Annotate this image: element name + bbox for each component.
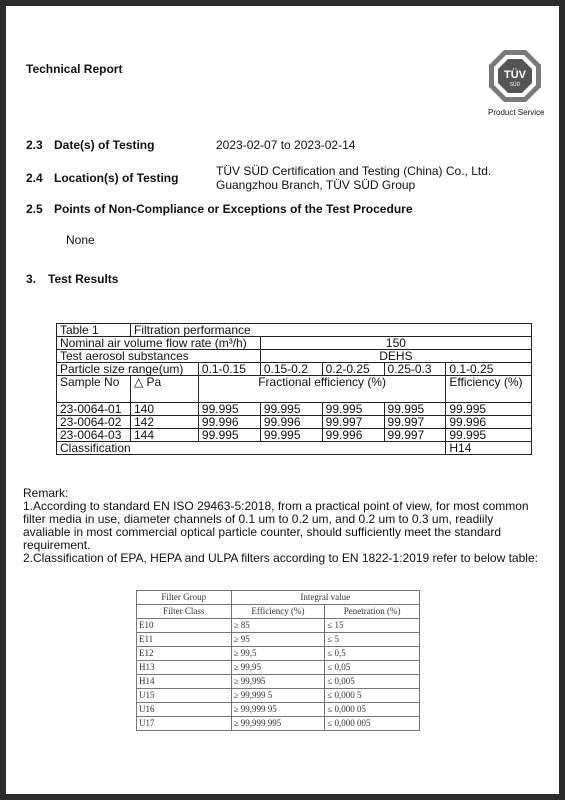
table-row: [57, 376, 532, 403]
tuv-sud-logo-icon: [487, 48, 543, 104]
filter-classification-table: [136, 590, 420, 731]
table-cell: U16: [137, 703, 232, 717]
table-cell: H13: [137, 661, 232, 675]
table-cell: 0.15-0.2: [260, 363, 322, 376]
table-cell: 99.996: [198, 416, 260, 429]
table-cell: Test aerosol substances: [57, 350, 261, 363]
non-compliance-value: None: [66, 233, 95, 247]
section-number: 2.5: [26, 202, 43, 216]
table-row: [57, 324, 532, 337]
testing-location-line1: TÜV SÜD Certification and Testing (China) Co., Ltd.: [216, 164, 492, 178]
report-page: [6, 6, 559, 794]
table-cell: E11: [137, 633, 232, 647]
table-cell: ≥ 99,995: [231, 675, 325, 689]
table-cell: Particle size range(um): [57, 363, 199, 376]
table-row: [137, 619, 420, 633]
table-cell: △ Pa: [130, 376, 198, 403]
table-cell: ≤ 0,000 5: [325, 689, 420, 703]
logo-caption: Product Service: [488, 108, 545, 117]
table-row: [57, 416, 532, 429]
table-row: [57, 337, 532, 350]
section-number: 2.4: [26, 171, 43, 185]
svg-text:TÜV: TÜV: [504, 69, 526, 81]
table-cell: ≤ 0,5: [325, 647, 420, 661]
testing-dates: 2023-02-07 to 2023-02-14: [216, 138, 356, 152]
table-cell: 99.995: [198, 429, 260, 442]
table-cell: Integral value: [231, 591, 419, 605]
table-cell: 99.995: [446, 429, 532, 442]
report-title: Technical Report: [26, 62, 123, 76]
table-cell: 99.995: [260, 403, 322, 416]
table-cell: 0.25-0.3: [384, 363, 446, 376]
remark-block: [23, 487, 538, 565]
table-cell: 144: [130, 429, 198, 442]
table-cell: U15: [137, 689, 232, 703]
table-row: [137, 605, 420, 619]
table-row: [137, 661, 420, 675]
table-cell: Nominal air volume flow rate (m³/h): [57, 337, 261, 350]
table-cell: H14: [137, 675, 232, 689]
table-row: [137, 675, 420, 689]
table-row: [57, 429, 532, 442]
table-row: [137, 717, 420, 731]
table-cell: 140: [130, 403, 198, 416]
table-cell: ≥ 99,5: [231, 647, 325, 661]
table-cell: 23-0064-03: [57, 429, 131, 442]
remark-heading: Remark:: [23, 486, 69, 500]
table-cell: ≥ 99,999 95: [231, 703, 325, 717]
section-label: Points of Non-Compliance or Exceptions of the Test Procedure: [54, 202, 413, 216]
section-number: 2.3: [26, 138, 43, 152]
table-cell: Efficiency (%): [446, 376, 532, 403]
table-cell: H14: [446, 442, 532, 455]
table-cell: ≤ 15: [325, 619, 420, 633]
table-cell: 99.995: [446, 403, 532, 416]
table-row: [137, 591, 420, 605]
table-cell: 150: [260, 337, 531, 350]
table-cell: ≥ 99,999 5: [231, 689, 325, 703]
filtration-performance-table: [56, 323, 532, 455]
table-cell: Efficiency (%): [231, 605, 325, 619]
table-cell: ≤ 0,000 05: [325, 703, 420, 717]
table-cell: DEHS: [260, 350, 531, 363]
table-cell: Sample No: [57, 376, 131, 403]
section-number: 3.: [26, 272, 37, 286]
remark-paragraph-2: 2.Classification of EPA, HEPA and ULPA filters according to EN 1822-1:2019 refer to below table:: [23, 551, 538, 565]
table-cell: 99.997: [384, 429, 446, 442]
table-cell: 0.1-0.15: [198, 363, 260, 376]
table-cell: ≤ 5: [325, 633, 420, 647]
table-row: [57, 350, 532, 363]
section-label: Location(s) of Testing: [54, 171, 179, 185]
svg-text:SÜD: SÜD: [509, 82, 521, 88]
table-cell: Penetration (%): [325, 605, 420, 619]
table-cell: 99.996: [260, 416, 322, 429]
table-cell: U17: [137, 717, 232, 731]
table-cell: 0.1-0.25: [446, 363, 532, 376]
table-cell: ≥ 99,999 995: [231, 717, 325, 731]
table-cell: 99.995: [198, 403, 260, 416]
section-label: Test Results: [48, 272, 119, 286]
table-cell: 99.995: [384, 403, 446, 416]
table-cell: Table 1: [57, 324, 131, 337]
table-cell: E12: [137, 647, 232, 661]
table-cell: 142: [130, 416, 198, 429]
table-cell: ≥ 85: [231, 619, 325, 633]
table-row: [137, 633, 420, 647]
table-cell: Classification: [57, 442, 446, 455]
table-row: [57, 403, 532, 416]
table-cell: 99.997: [322, 416, 384, 429]
table-cell: 99.996: [322, 429, 384, 442]
table-cell: 99.995: [260, 429, 322, 442]
table-cell: Filter Class: [137, 605, 232, 619]
table-cell: 23-0064-01: [57, 403, 131, 416]
table-cell: ≥ 95: [231, 633, 325, 647]
table-cell: 23-0064-02: [57, 416, 131, 429]
table-cell: ≤ 0,005: [325, 675, 420, 689]
table-cell: 0.2-0.25: [322, 363, 384, 376]
table-cell: ≤ 0,000 005: [325, 717, 420, 731]
table-cell: ≤ 0,05: [325, 661, 420, 675]
table-row: [57, 442, 532, 455]
table-cell: ≥ 99,95: [231, 661, 325, 675]
table-cell: 99.997: [384, 416, 446, 429]
table-cell: 99.996: [446, 416, 532, 429]
remark-paragraph-1: 1.According to standard EN ISO 29463-5:2018, from a practical point of view, for most common filter media in use, diameter channels of 0.1 um to 0.2 um, and 0.2 um to 0.3 um, readiily avaliable in most commercial optical particle counter, should sufficiently meet the standard requirement.: [23, 499, 529, 552]
table-row: [137, 647, 420, 661]
table-row: [137, 689, 420, 703]
table-row: [137, 703, 420, 717]
table-row: [57, 363, 532, 376]
table-cell: Filter Group: [137, 591, 232, 605]
table-cell: Fractional efficiency (%): [198, 376, 445, 403]
section-label: Date(s) of Testing: [54, 138, 155, 152]
table-cell: Filtration performance: [130, 324, 531, 337]
table-cell: E10: [137, 619, 232, 633]
table-cell: 99.995: [322, 403, 384, 416]
testing-location-line2: Guangzhou Branch, TÜV SÜD Group: [216, 178, 416, 192]
